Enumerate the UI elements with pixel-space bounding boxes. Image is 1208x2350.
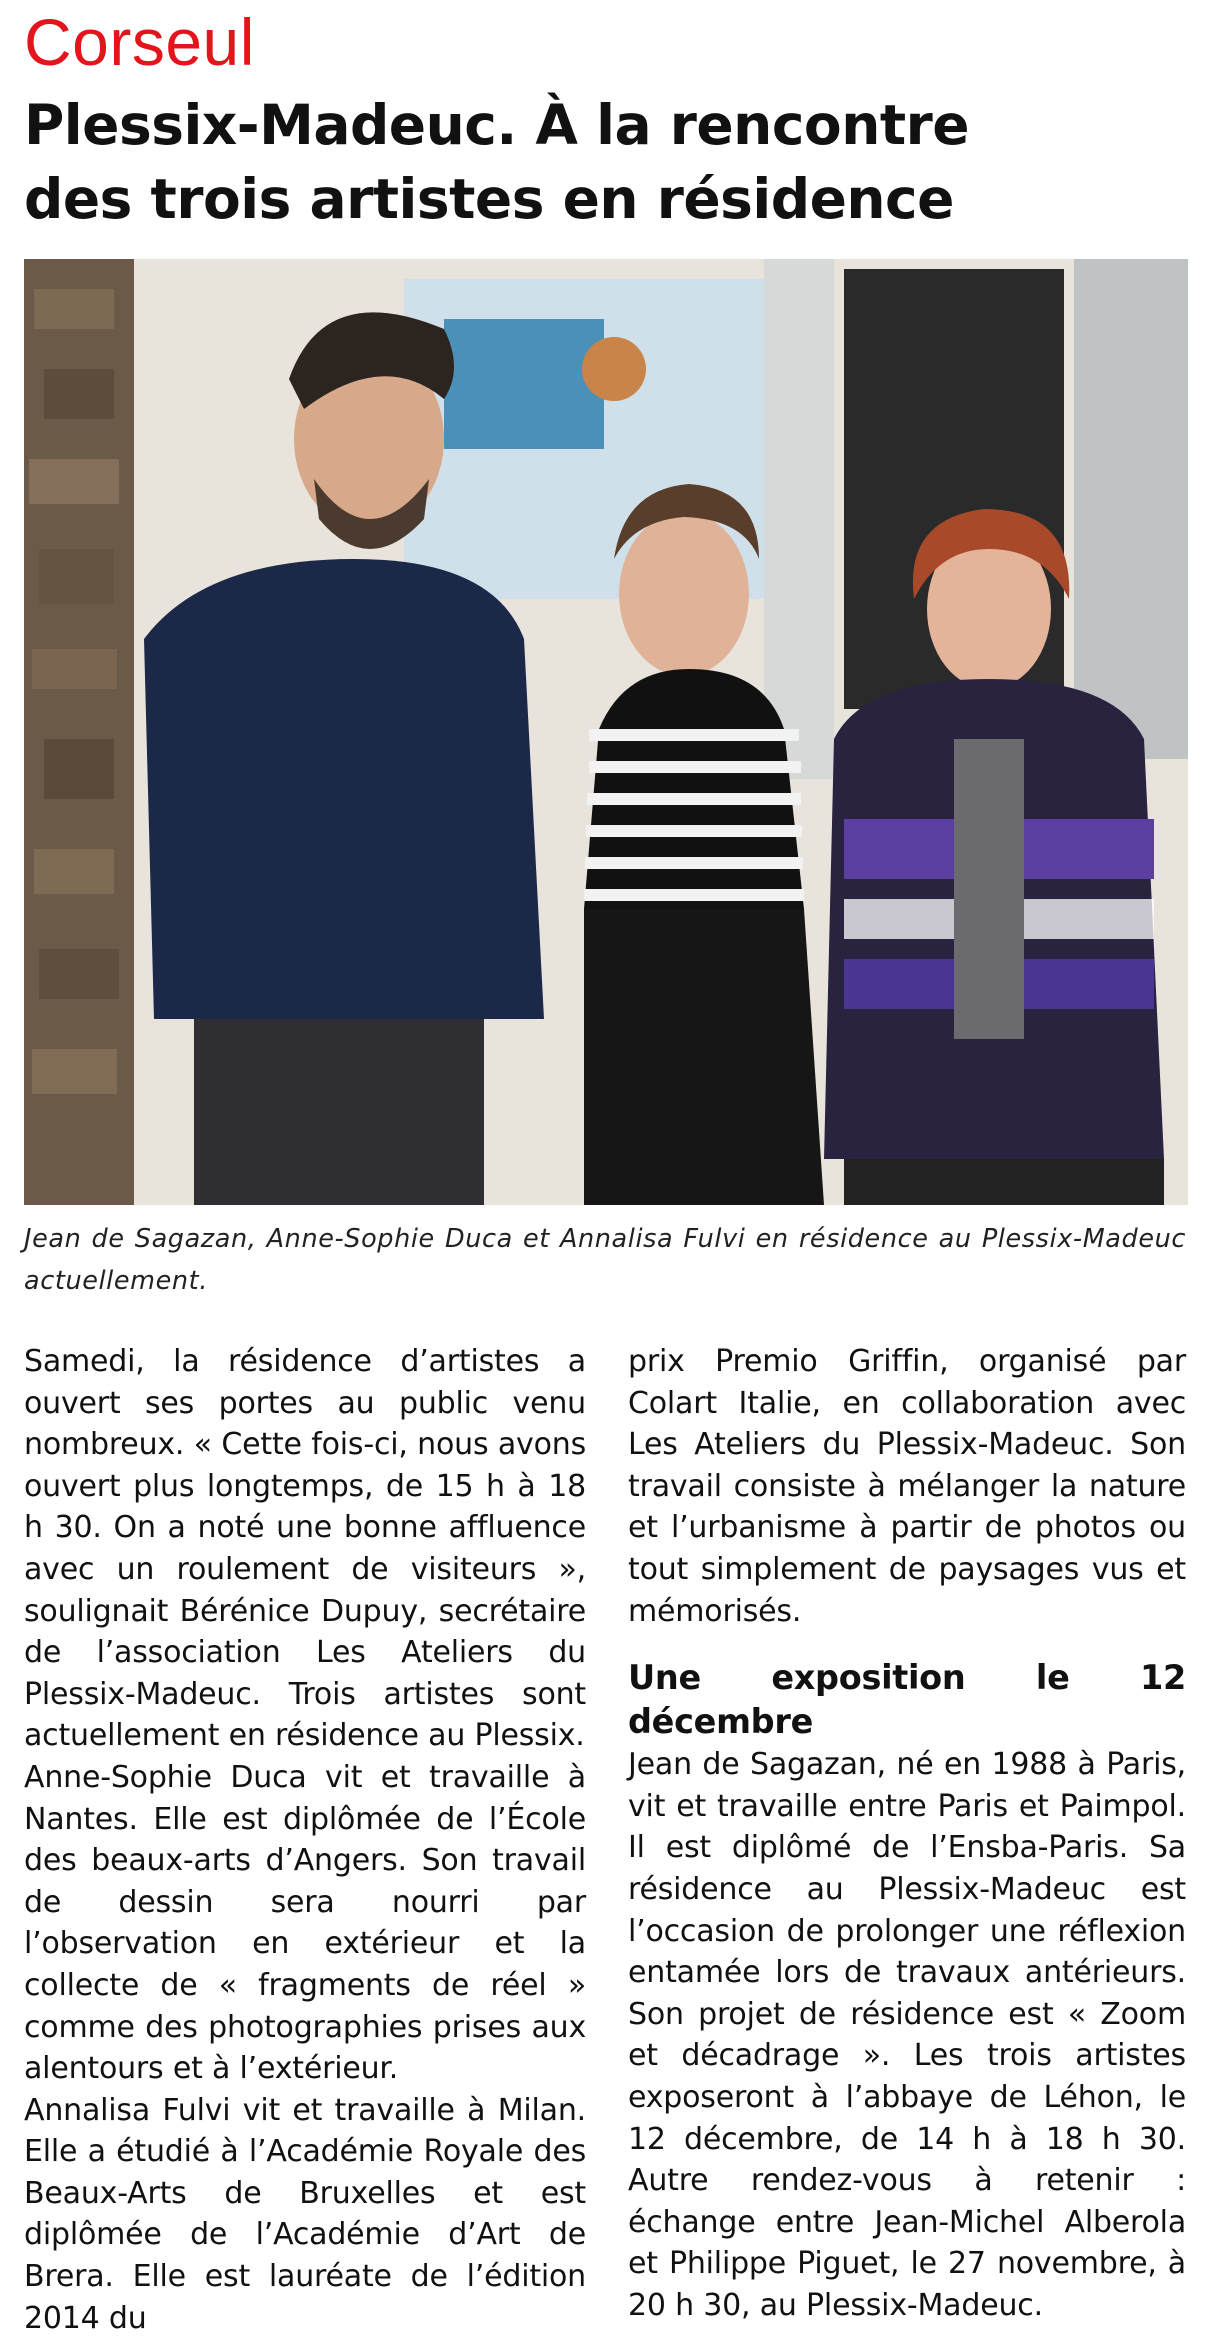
section-kicker: Corseul bbox=[24, 5, 255, 79]
article-photo bbox=[24, 259, 1188, 1205]
paragraph-sagazan: Jean de Sagazan, né en 1988 à Paris, vit et travaille entre Paris et Paimpol. Il est diplômé de l’Ensba-Paris. Sa résidence au Plessix-Madeuc est l’occasion de prolonger une réflexion entamée lors de travaux antérieurs. Son projet de résidence est « Zoom et décadrage ». Les trois artistes exposeront à l’abbaye de Léhon, le 12 décembre, de 14 h à 18 h 30. Autre rendez-vous à retenir : échange entre Jean-Michel Alberola et Philippe Piguet, le 27 novembre, à 20 h 30, au Plessix-Madeuc. bbox=[628, 1747, 1186, 2323]
photo-caption: Jean de Sagazan, Anne-Sophie Duca et Annalisa Fulvi en résidence au Plessix-Madeuc actuellement. bbox=[24, 1224, 1186, 1296]
article-headline bbox=[24, 88, 1194, 236]
paragraph-intro: Samedi, la résidence d’artistes a ouvert ses portes au public venu nombreux. « Cette fois-ci, nous avons ouvert plus longtemps, de 15 h à 18 h 30. On a noté une bonne affluence avec un roulement de visiteurs », soulignait Bérénice Dupuy, secrétaire de l’association Les Ateliers du Plessix-Madeuc. Trois artistes sont actuellement en résidence au Plessix. bbox=[24, 1344, 586, 1754]
paragraph-fulvi-continued: prix Premio Griffin, organisé par Colart Italie, en collaboration avec Les Ateliers du Plessix-Madeuc. Son travail consiste à mélanger la nature et l’urbanisme à partir de photos ou tout simplement de paysages vus et mémorisés. bbox=[628, 1344, 1186, 1629]
photo-three-artists-icon bbox=[24, 259, 1188, 1205]
headline-line-1: Plessix-Madeuc. À la rencontre bbox=[24, 93, 970, 157]
paragraph-duca: Anne-Sophie Duca vit et travaille à Nantes. Elle est diplômée de l’École des beaux-arts d’Angers. Son travail de dessin sera nourri par l’observation en extérieur et la collecte de « fragments de réel » comme des photographies prises aux alentours et à l’extérieur. bbox=[24, 1759, 586, 2087]
article-column-right bbox=[628, 1341, 1186, 2326]
article-subhead: Une exposition le 12 décembre bbox=[628, 1658, 1186, 1742]
paragraph-fulvi: Annalisa Fulvi vit et travaille à Milan. Elle a étudié à l’Académie Royale des Beaux-Arts de Bruxelles et est diplômée de l’Académie d’Art de Brera. Elle est lauréate de l’édition 2014 du bbox=[24, 2092, 586, 2336]
headline-line-2: des trois artistes en résidence bbox=[24, 167, 954, 231]
article-column-left bbox=[24, 1341, 586, 2339]
